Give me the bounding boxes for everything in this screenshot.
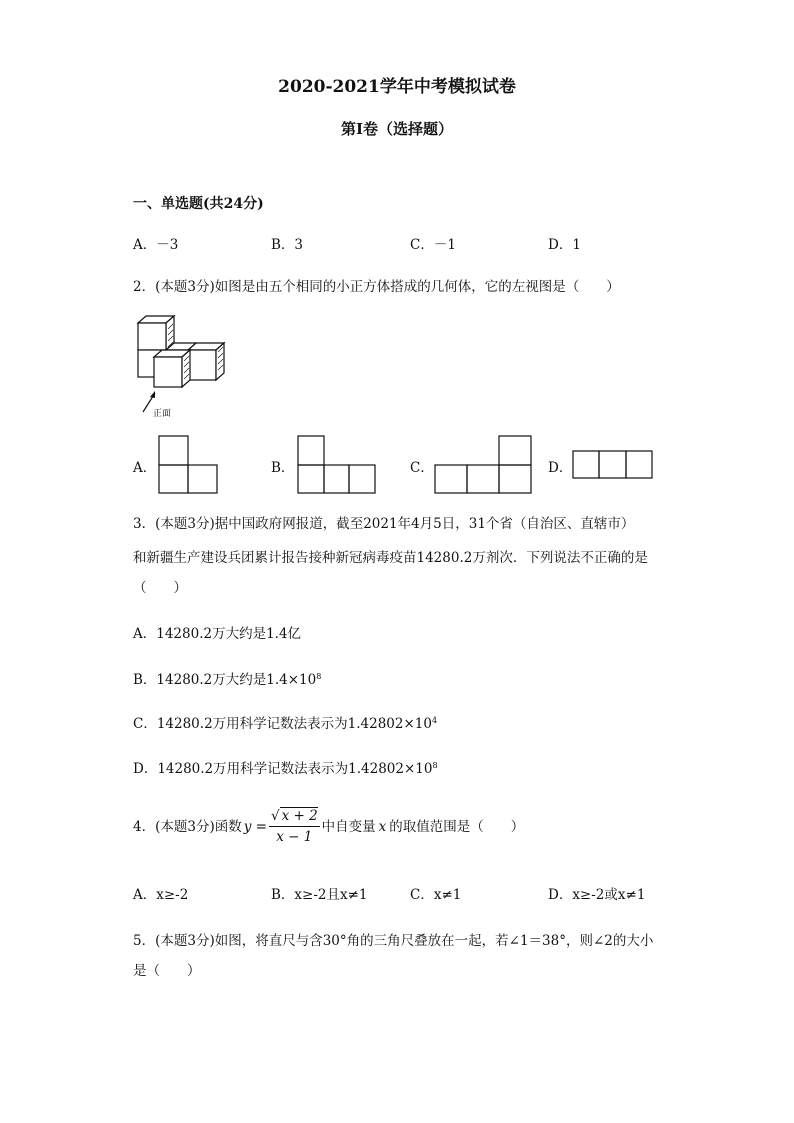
q3-line2: 和新疆生产建设兵团累计报告接种新冠病毒疫苗14280.2万剂次．下列说法不正确的是 (133, 550, 648, 566)
q2-option-d-figure (572, 450, 654, 480)
section-heading: 一、单选题(共24分) (133, 196, 264, 212)
q3-option-a: A．14280.2万大约是1.4亿 (133, 626, 302, 642)
q3-option-d: D．14280.2万用科学记数法表示为$1.42802\times 10^8$ (133, 761, 438, 777)
q1-option-c: C．－1 (410, 237, 456, 253)
q3-option-c: C．14280.2万用科学记数法表示为$1.42802\times 10^4$ (133, 716, 438, 732)
q1-option-a: A．－3 (133, 237, 179, 253)
front-label: 正面 (153, 409, 172, 419)
q5-line1: 5．(本题3分)如图，将直尺与含30°角的三角尺叠放在一起，若∠1＝38°，则∠2的大小 (133, 933, 654, 949)
q1-option-b: B．3 (271, 237, 304, 253)
q2-stem: 2．(本题3分)如图是由五个相同的小正方体搭成的几何体，它的左视图是（ ） (133, 279, 620, 295)
q1-option-d: D．1 (548, 237, 581, 253)
q4-fraction: $\frac{√ x + 2}{x - 1}$ (270, 808, 318, 845)
q2-option-a-figure (158, 435, 220, 495)
q2-option-c-label: C． (410, 460, 434, 476)
q4-option-b: B．x≥-2且x≠1 (271, 887, 368, 903)
q4-option-c: C．x≠1 (410, 887, 462, 903)
q2-option-c-figure (434, 435, 534, 495)
q2-option-b-label: B． (271, 460, 295, 476)
q4-option-d: D．x≥-2或x≠1 (548, 887, 646, 903)
q2-option-d-label: D． (548, 460, 573, 476)
q2-option-b-figure (297, 435, 377, 495)
q4-stem: 4．(本题3分)函数 y = $\frac{√ x + 2}{x - 1}$ 中自变量 x 的取值范围是（ ） (133, 808, 525, 845)
q3-line3: （ ） (133, 580, 187, 596)
q4-option-a: A．x≥-2 (133, 887, 189, 903)
page-title: 2020-2021学年中考模拟试卷 (278, 77, 516, 97)
q3-line1: 3．(本题3分)据中国政府网报道，截至2021年4月5日，31个省（自治区、直辖市） (133, 516, 635, 532)
q3-option-b: B．14280.2万大约是$1.4\times 10^8$ (133, 672, 322, 688)
q2-option-a-label: A． (133, 460, 157, 476)
q5-line2: 是（ ） (133, 963, 201, 979)
cube-figure (128, 315, 238, 420)
volume-subtitle: 第I卷（选择题） (340, 120, 454, 138)
